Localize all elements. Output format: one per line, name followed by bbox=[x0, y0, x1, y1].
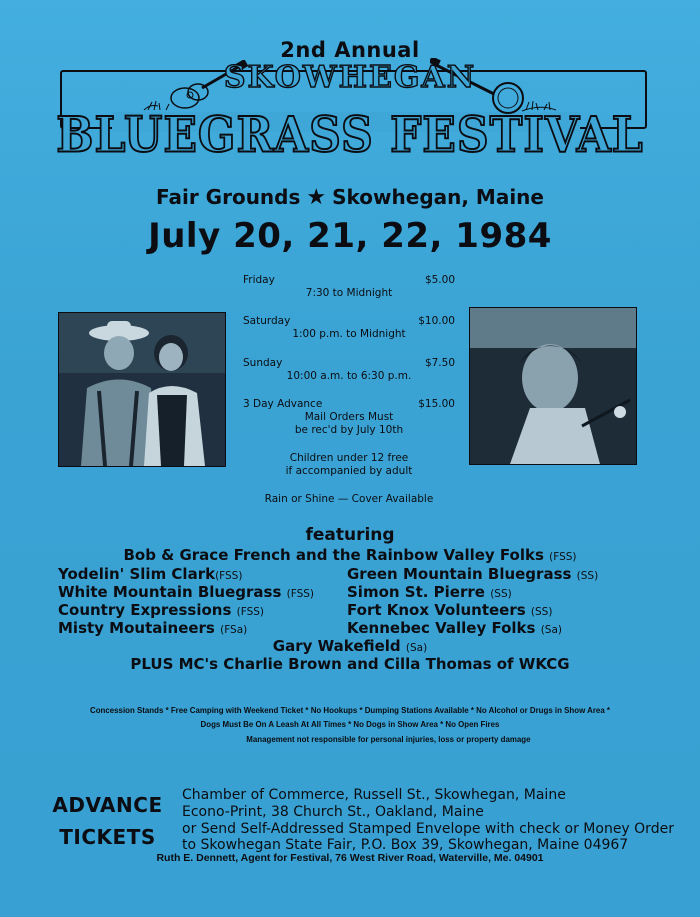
act-left-2: White Mountain Bluegrass (FSS) bbox=[58, 583, 315, 601]
location-venue: Fair Grounds bbox=[156, 185, 301, 209]
agent-line: Ruth E. Dennett, Agent for Festival, 76 West River Road, Waterville, Me. 04901 bbox=[156, 852, 544, 864]
act-right-3: Fort Knox Volunteers (SS) bbox=[347, 601, 553, 619]
photo-fiddler bbox=[469, 307, 637, 465]
ticket-line-4: to Skowhegan State Fair, P.O. Box 39, Skowhegan, Maine 04967 bbox=[182, 837, 629, 853]
location-town: Skowhegan, Maine bbox=[332, 185, 544, 209]
mc-line: PLUS MC's Charlie Brown and Cilla Thomas of WKCG bbox=[130, 655, 570, 673]
act-left-1: Yodelin' Slim Clark(FSS) bbox=[58, 565, 243, 583]
festival-title: BLUEGRASS FESTIVAL bbox=[56, 107, 644, 164]
children-note: Children under 12 free if accompanied by adult bbox=[285, 452, 413, 477]
featuring-heading: featuring bbox=[305, 525, 395, 545]
schedule-sunday: Sunday $7.50 10:00 a.m. to 6:30 p.m. bbox=[243, 357, 455, 382]
headliner: Bob & Grace French and the Rainbow Valley Folks (FSS) bbox=[123, 546, 577, 564]
ticket-line-1: Chamber of Commerce, Russell St., Skowhegan, Maine bbox=[182, 787, 566, 803]
star-icon: ★ bbox=[306, 185, 327, 210]
schedule-saturday: Saturday $10.00 1:00 p.m. to Midnight bbox=[243, 315, 455, 340]
act-right-1: Green Mountain Bluegrass (SS) bbox=[347, 565, 599, 583]
schedule-advance: 3 Day Advance $15.00 Mail Orders Must be rec'd by July 10th bbox=[243, 398, 455, 436]
town-title: SKOWHEGAN bbox=[223, 60, 477, 95]
act-left-4: Misty Moutaineers (FSa) bbox=[58, 619, 248, 637]
schedule-friday: Friday $5.00 7:30 to Midnight bbox=[243, 274, 455, 299]
ticket-line-2: Econo-Print, 38 Church St., Oakland, Maine bbox=[182, 804, 484, 820]
act-right-2: Simon St. Pierre (SS) bbox=[347, 583, 512, 601]
tickets-label: TICKETS bbox=[59, 825, 156, 849]
advance-label: ADVANCE bbox=[52, 793, 163, 817]
notice-line-1: Concession Stands * Free Camping with Weekend Ticket * No Hookups * Dumping Stations Available * No Alcohol or Drugs in Show Area * bbox=[89, 705, 611, 715]
closing-act: Gary Wakefield (Sa) bbox=[272, 637, 428, 655]
notice-line-3: Management not responsible for personal injuries, loss or property damage bbox=[246, 734, 531, 744]
ticket-line-3: or Send Self-Addressed Stamped Envelope with check or Money Order bbox=[182, 821, 674, 837]
photo-couple bbox=[58, 312, 226, 467]
act-right-4: Kennebec Valley Folks (Sa) bbox=[347, 619, 562, 637]
notice-line-2: Dogs Must Be On A Leash At All Times * No Dogs in Show Area * No Open Fires bbox=[200, 719, 500, 729]
annual-label: 2nd Annual bbox=[280, 38, 420, 62]
location-line bbox=[0, 185, 700, 210]
act-left-3: Country Expressions (FSS) bbox=[58, 601, 265, 619]
rain-note: Rain or Shine — Cover Available bbox=[264, 493, 434, 505]
festival-dates: July 20, 21, 22, 1984 bbox=[148, 216, 552, 256]
